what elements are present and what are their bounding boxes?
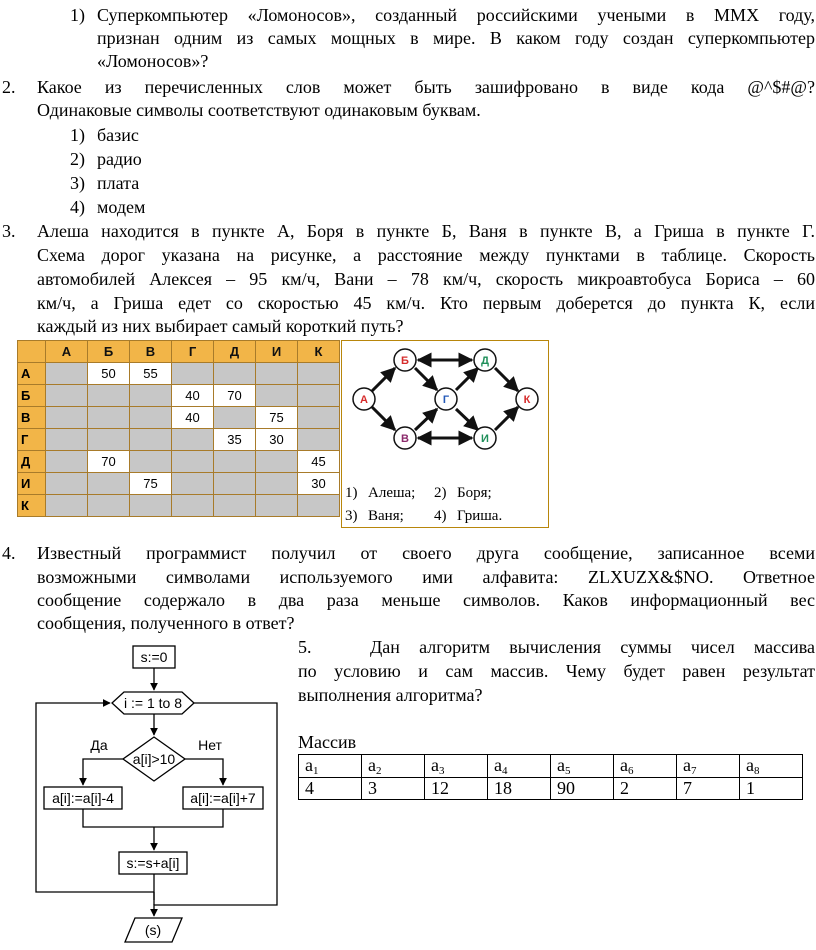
- table-cell: [130, 385, 172, 407]
- table-cell: 45: [298, 451, 340, 473]
- table-row: [18, 429, 340, 451]
- array-value: 2: [614, 778, 677, 800]
- col-header: В: [130, 341, 172, 363]
- table-cell: [46, 451, 88, 473]
- q5-line-3: выполнения алгоритма?: [298, 685, 483, 705]
- flow-loop-text: i := 1 to 8: [124, 695, 182, 711]
- edge-v-g: [415, 409, 437, 430]
- table-cell: [256, 473, 298, 495]
- table-cell: 40: [172, 407, 214, 429]
- array-header: $a_1$: [299, 755, 362, 778]
- array-header: $a_8$: [740, 755, 803, 778]
- q1-number: 1): [70, 5, 85, 25]
- array-value: 18: [488, 778, 551, 800]
- q3-line-3: автомобилей Алексея – 95 км/ч, Вани – 78 км/ч, скорость микроавтобуса Бориса – 60: [37, 269, 815, 289]
- q2-option-3-num: 3): [70, 173, 85, 193]
- array-value: 1: [740, 778, 803, 800]
- q2-option-4: модем: [97, 197, 146, 217]
- q3-line-2: Схема дорог указана на рисунке, а расстояние между пунктами в таблице. Скорость: [37, 245, 815, 265]
- q1-line-1: Суперкомпьютер «Ломоносов», созданный российскими учеными в MMX году,: [97, 5, 815, 25]
- table-cell: [214, 407, 256, 429]
- q3-line-5: каждый из них выбирает самый короткий путь?: [37, 316, 404, 336]
- answer-1: Алеша;: [368, 485, 416, 501]
- table-cell: [130, 495, 172, 517]
- node-v-label: В: [401, 433, 409, 445]
- table-cell: [130, 429, 172, 451]
- table-cell: [256, 385, 298, 407]
- edge-b-g: [415, 368, 437, 390]
- table-cell: [172, 363, 214, 385]
- row-header: Б: [18, 385, 46, 407]
- row-header: В: [18, 407, 46, 429]
- edge-a-v: [372, 407, 395, 430]
- table-cell: 70: [214, 385, 256, 407]
- node-a-label: А: [360, 394, 368, 406]
- array-header: $a_7$: [677, 755, 740, 778]
- array-value: 90: [551, 778, 614, 800]
- distance-table: [17, 340, 340, 517]
- answer-2-num: 2): [434, 485, 447, 501]
- q2-option-4-num: 4): [70, 197, 85, 217]
- table-cell: [256, 363, 298, 385]
- array-value: 3: [362, 778, 425, 800]
- table-cell: 70: [88, 451, 130, 473]
- node-k-label: К: [523, 394, 531, 406]
- table-corner: [18, 341, 46, 363]
- array-header: $a_2$: [362, 755, 425, 778]
- row-header: Д: [18, 451, 46, 473]
- array-header: $a_4$: [488, 755, 551, 778]
- table-cell: [214, 473, 256, 495]
- col-header: К: [298, 341, 340, 363]
- col-header: И: [256, 341, 298, 363]
- array-value-row: [299, 778, 803, 800]
- table-cell: [46, 473, 88, 495]
- row-header: И: [18, 473, 46, 495]
- flow-sum-text: s:=s+a[i]: [126, 855, 180, 871]
- table-cell: [172, 495, 214, 517]
- table-cell: [214, 451, 256, 473]
- table-cell: [46, 363, 88, 385]
- q4-line-4: сообщения, полученного в ответ?: [37, 613, 295, 633]
- edge-d-k: [495, 368, 518, 391]
- table-cell: [172, 451, 214, 473]
- flow-yes-action-text: a[i]:=a[i]-4: [52, 790, 114, 806]
- table-cell: [46, 407, 88, 429]
- array-value: 7: [677, 778, 740, 800]
- table-cell: 30: [298, 473, 340, 495]
- answer-3-num: 3): [345, 508, 358, 524]
- table-row: [18, 385, 340, 407]
- row-header: А: [18, 363, 46, 385]
- array-table: [298, 754, 803, 800]
- table-cell: [88, 495, 130, 517]
- q2-line-1: Какое из перечисленных слов может быть зашифровано в виде кода @^$#@?: [37, 77, 815, 97]
- array-value: 12: [425, 778, 488, 800]
- node-g-label: Г: [442, 394, 450, 406]
- table-cell: [298, 363, 340, 385]
- table-cell: 30: [256, 429, 298, 451]
- table-row: [18, 473, 340, 495]
- array-header: $a_5$: [551, 755, 614, 778]
- table-cell: 75: [130, 473, 172, 495]
- table-cell: [88, 407, 130, 429]
- q1-line-2: признан одним из самых мощных в мире. В каком году создан суперкомпьютер: [97, 28, 815, 48]
- table-cell: [46, 385, 88, 407]
- table-cell: [46, 495, 88, 517]
- table-row: [18, 407, 340, 429]
- q2-line-2: Одинаковые символы соответствуют одинаковым буквам.: [37, 100, 481, 120]
- q2-option-2-num: 2): [70, 149, 85, 169]
- edge-a-b: [372, 368, 395, 391]
- edge-g-d: [456, 368, 478, 390]
- answer-4: Гриша.: [457, 508, 503, 524]
- node-b-label: Б: [401, 355, 409, 367]
- array-header: $a_3$: [425, 755, 488, 778]
- q3-line-4: км/ч, а Гриша едет со скоростью 45 км/ч. Кто первым доберется до пункта К, если: [37, 293, 815, 313]
- table-header-row: [18, 341, 340, 363]
- edge-g-i: [456, 409, 478, 430]
- q4-line-1: Известный программист получил от своего друга сообщение, записанное всеми: [37, 543, 815, 563]
- answer-2: Боря;: [457, 485, 492, 501]
- flow-output-text: (s): [144, 922, 162, 938]
- col-header: Б: [88, 341, 130, 363]
- table-cell: [172, 429, 214, 451]
- col-header: Г: [172, 341, 214, 363]
- table-cell: 55: [130, 363, 172, 385]
- node-i-label: И: [481, 433, 489, 445]
- table-cell: [172, 473, 214, 495]
- answer-1-num: 1): [345, 485, 358, 501]
- table-cell: [88, 385, 130, 407]
- table-cell: [214, 363, 256, 385]
- q3-line-1: Алеша находится в пункте А, Боря в пункте Б, Ваня в пункте В, а Гриша в пункте Г.: [37, 221, 815, 241]
- q5-line-2: по условию и сам массив. Чему будет равен результат: [298, 661, 815, 681]
- table-cell: 50: [88, 363, 130, 385]
- table-cell: [88, 473, 130, 495]
- q4-line-2: возможными символами используемого ими алфавита: ZLXUZX&$NO. Ответное: [37, 567, 815, 587]
- table-cell: [46, 429, 88, 451]
- array-label: Массив: [298, 732, 357, 752]
- q4-line-3: сообщение содержало в два раза меньше символов. Каков информационный вес: [37, 590, 815, 610]
- table-cell: [256, 451, 298, 473]
- table-cell: 40: [172, 385, 214, 407]
- q2-option-3: плата: [97, 173, 140, 193]
- array-header: $a_6$: [614, 755, 677, 778]
- table-row: [18, 451, 340, 473]
- table-cell: 35: [214, 429, 256, 451]
- table-cell: [130, 451, 172, 473]
- q5-line-1: Дан алгоритм вычисления суммы чисел массива: [370, 637, 815, 657]
- q2-option-1: базис: [97, 125, 139, 145]
- flowchart: [32, 640, 292, 945]
- table-cell: [130, 407, 172, 429]
- flow-no-action-text: a[i]:=a[i]+7: [190, 790, 256, 806]
- flow-init-text: s:=0: [140, 649, 168, 665]
- edge-i-k: [495, 407, 518, 430]
- array-value: 4: [299, 778, 362, 800]
- answer-4-num: 4): [434, 508, 447, 524]
- answer-3: Ваня;: [368, 508, 404, 524]
- table-row: [18, 495, 340, 517]
- col-header: А: [46, 341, 88, 363]
- q3-number: 3.: [2, 221, 16, 241]
- q1-line-3: «Ломоносов»?: [97, 51, 209, 71]
- q2-number: 2.: [2, 77, 16, 97]
- row-header: Г: [18, 429, 46, 451]
- table-cell: [298, 495, 340, 517]
- table-cell: [298, 385, 340, 407]
- q4-number: 4.: [2, 543, 16, 563]
- flow-condition-text: a[i]>10: [132, 751, 176, 767]
- table-cell: [88, 429, 130, 451]
- table-cell: 75: [256, 407, 298, 429]
- table-cell: [256, 495, 298, 517]
- table-cell: [298, 429, 340, 451]
- q5-number: 5.: [298, 637, 312, 657]
- array-header-row: [299, 755, 803, 778]
- q2-option-2: радио: [97, 149, 142, 169]
- road-graph-panel: [341, 340, 549, 528]
- row-header: К: [18, 495, 46, 517]
- flow-yes-label: Да: [90, 737, 108, 753]
- col-header: Д: [214, 341, 256, 363]
- table-cell: [214, 495, 256, 517]
- flow-no-label: Нет: [198, 737, 222, 753]
- table-row: [18, 363, 340, 385]
- table-cell: [298, 407, 340, 429]
- q2-option-1-num: 1): [70, 125, 85, 145]
- node-d-label: Д: [481, 355, 489, 367]
